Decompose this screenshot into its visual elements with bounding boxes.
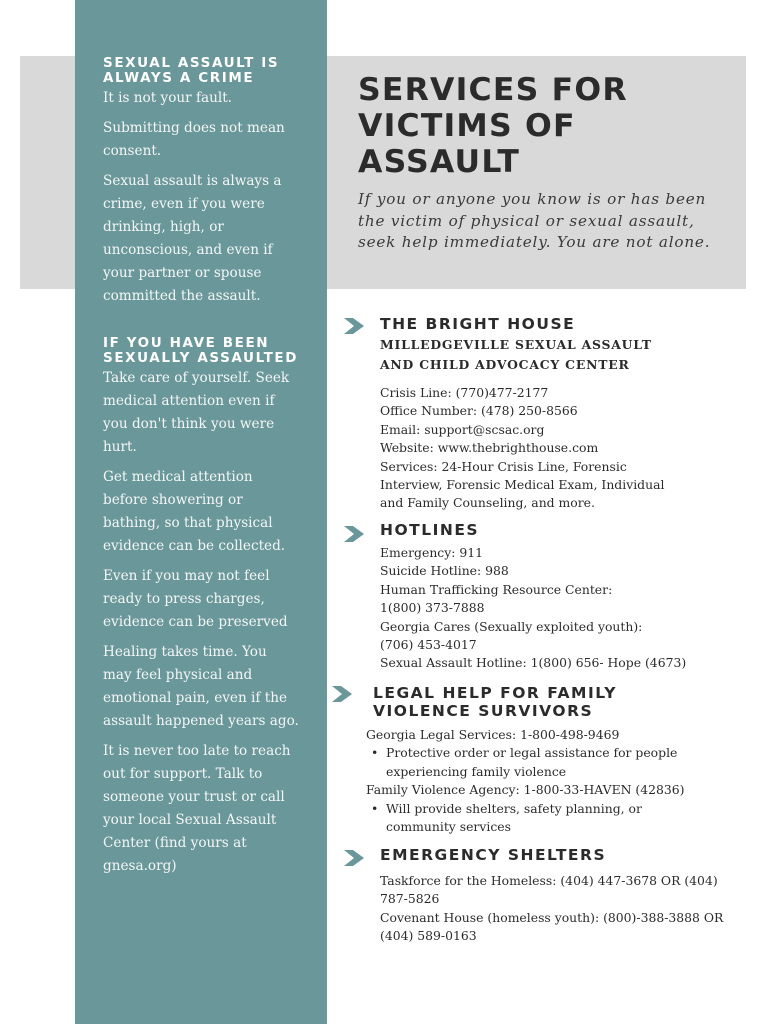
chevron-right-icon (344, 526, 364, 542)
hotline-item: Emergency: 911 (380, 545, 483, 560)
bright-house-section (380, 315, 750, 513)
sidebar-paragraph: Sexual assault is always a crime, even if you were drinking, high, or unconscious, and even if your partner or spouse committed the assault. (103, 173, 282, 304)
bright-house-crisis-line: Crisis Line: (770)477-2177 (380, 385, 549, 400)
bright-house-email: Email: support@scsac.org (380, 421, 545, 437)
bright-house-website: Website: www.thebrighthouse.com (380, 440, 599, 456)
sidebar (103, 56, 299, 885)
hotline-item: Human Trafficking Resource Center: (380, 581, 613, 597)
sidebar-paragraph: Even if you may not feel ready to press charges, evidence can be preserved (103, 568, 288, 630)
page-header (358, 72, 738, 254)
chevron-right-icon (344, 850, 364, 866)
hotlines-title: HOTLINES (380, 521, 480, 539)
sidebar-paragraph: It is never too late to reach out for support. Talk to someone your trust or call your local Sexual Assault Center (find yours at gnesa.org) (103, 743, 291, 874)
bright-house-office-number: Office Number: (478) 250-8566 (380, 403, 578, 419)
hotline-item: Suicide Hotline: 988 (380, 563, 509, 579)
chevron-right-icon (344, 318, 364, 334)
sidebar-paragraph: It is not your fault. (103, 90, 232, 106)
legal-help-title-block (373, 684, 753, 720)
bright-house-services: Interview, Forensic Medical Exam, Individual (380, 477, 665, 493)
bright-house-title: THE BRIGHT HOUSE (380, 315, 576, 333)
sidebar-heading-crime: SEXUAL ASSAULT IS ALWAYS A CRIME (103, 55, 280, 86)
legal-help-title: VIOLENCE SURVIVORS (373, 702, 594, 720)
shelters-section (380, 846, 750, 946)
hotline-item: (706) 453-4017 (380, 637, 477, 653)
hotlines-section (380, 521, 750, 673)
page-subtitle: If you or anyone you know is or has been the victim of physical or sexual assault, seek help immediately. You are not alone. (358, 190, 711, 251)
legal-bullet: • Protective order or legal assistance for people experiencing family violence (366, 744, 696, 781)
shelter-item: Taskforce for the Homeless: (404) 447-3678 OR (404) 787-5826 (380, 873, 718, 907)
bright-house-services: Services: 24-Hour Crisis Line, Forensic (380, 458, 627, 474)
hotline-item: 1(800) 373-7888 (380, 600, 485, 616)
hotline-item: Georgia Cares (Sexually exploited youth): (380, 618, 643, 634)
sidebar-paragraph: Submitting does not mean consent. (103, 120, 285, 159)
shelters-title: EMERGENCY SHELTERS (380, 846, 607, 864)
hotline-item: Sexual Assault Hotline: 1(800) 656- Hope (4673) (380, 655, 687, 671)
legal-help-section (366, 726, 696, 836)
chevron-right-icon (332, 686, 352, 702)
bright-house-services: and Family Counseling, and more. (380, 495, 595, 511)
shelter-item: Covenant House (homeless youth): (800)-388-3888 OR (404) 589-0163 (380, 909, 724, 944)
legal-org-family-violence: Family Violence Agency: 1-800-33-HAVEN (42836) (366, 782, 685, 798)
sidebar-paragraph: Take care of yourself. Seek medical attention even if you don't think you were hurt. (103, 370, 290, 455)
bright-house-subtitle: MILLEDGEVILLE SEXUAL ASSAULT AND CHILD ADVOCACY CENTER (380, 337, 652, 372)
sidebar-paragraph: Healing takes time. You may feel physical and emotional pain, even if the assault happened years ago. (103, 644, 299, 729)
legal-org-georgia-legal: Georgia Legal Services: 1-800-498-9469 (366, 727, 620, 742)
legal-help-title: LEGAL HELP FOR FAMILY (373, 684, 617, 702)
sidebar-paragraph: Get medical attention before showering or bathing, so that physical evidence can be collected. (103, 469, 286, 554)
sidebar-heading-assaulted: IF YOU HAVE BEEN SEXUALLY ASSAULTED (103, 335, 299, 366)
page-title: SERVICES FOR VICTIMS OF ASSAULT (358, 72, 628, 180)
legal-bullet: • Will provide shelters, safety planning, or community services (366, 800, 666, 837)
